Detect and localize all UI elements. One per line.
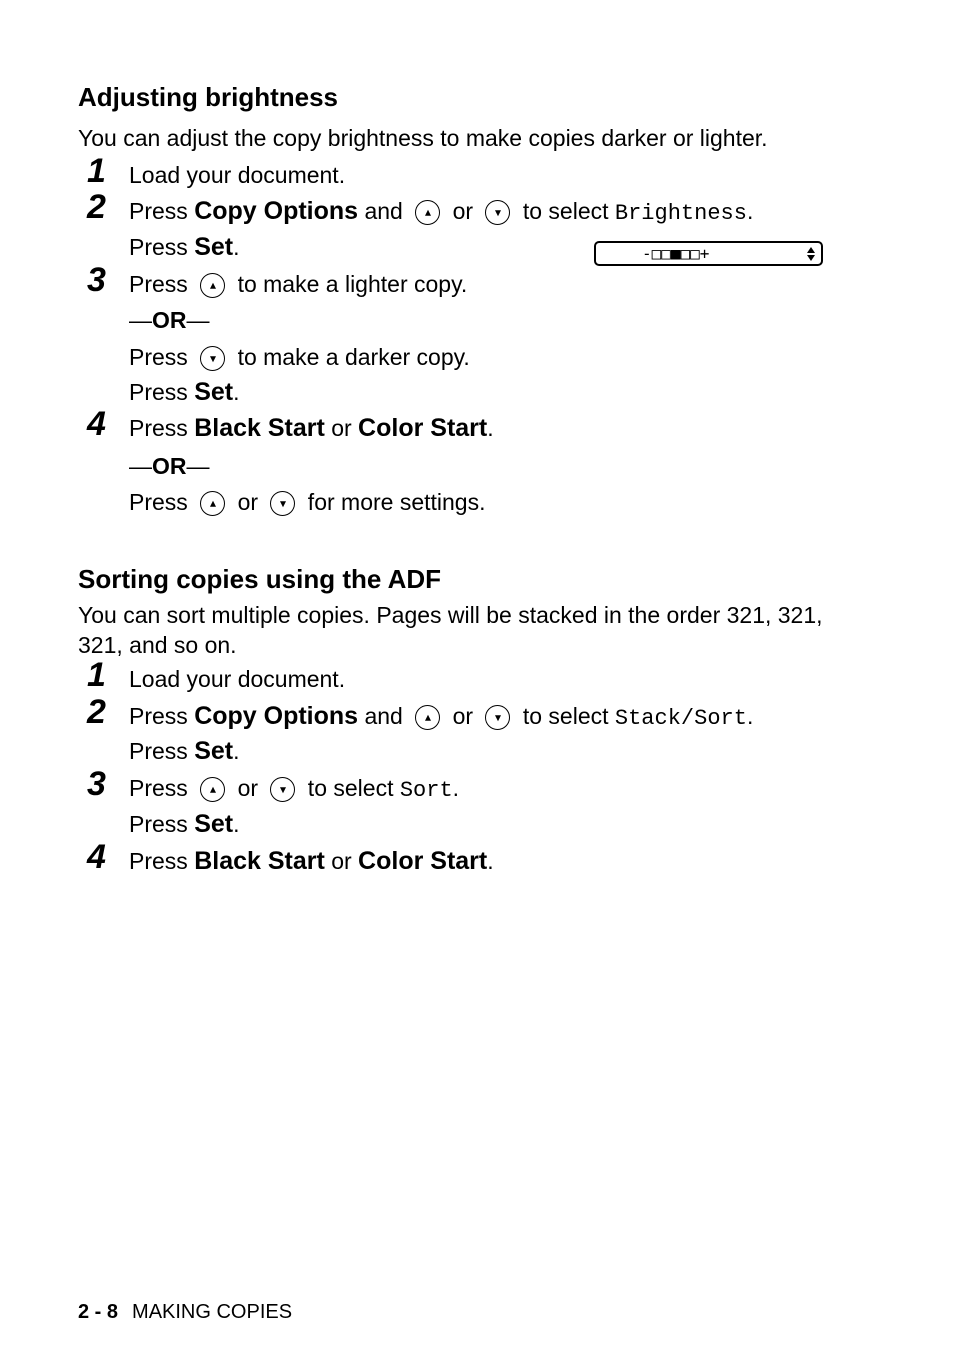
step-line: Press or for more settings. [129, 489, 486, 515]
step-line: Press Set. [129, 233, 240, 261]
down-arrow-key-icon [270, 491, 295, 516]
down-arrow-key-icon [485, 705, 510, 730]
step-line: Press Set. [129, 378, 240, 406]
section-heading-brightness: Adjusting brightness [78, 82, 338, 112]
section-intro-brightness: You can adjust the copy brightness to make copies darker or lighter. [78, 125, 768, 151]
step-number-2: 2 [87, 188, 106, 226]
step-line: Load your document. [129, 162, 346, 188]
step-line: Press or to select Sort. [129, 775, 460, 803]
lcd-option-sort: Sort [399, 778, 453, 803]
step-line: Press Copy Options and or to select Stack/Sort. [129, 702, 754, 731]
step-line: Press Set. [129, 737, 240, 765]
step-line: Press Set. [129, 810, 240, 838]
step-number-1: 1 [87, 152, 106, 190]
step-line: Press Copy Options and or to select Brightness. [129, 197, 754, 226]
up-arrow-key-icon [200, 491, 225, 516]
lcd-brightness-scale: -□□■□□+ [642, 244, 710, 263]
lcd-display [594, 241, 823, 266]
page-footer [78, 1300, 292, 1324]
lcd-option-brightness: Brightness [614, 201, 747, 226]
step-number-3: 3 [87, 261, 106, 299]
down-arrow-key-icon [485, 200, 510, 225]
section-intro-sorting: You can sort multiple copies. Pages will be stacked in the order 321, 321, 321, and so on. [78, 602, 823, 658]
up-down-arrows-icon [807, 247, 815, 261]
step-line: Press Black Start or Color Start. [129, 414, 494, 442]
page-number: 2 - 8 [78, 1301, 119, 1323]
step-line: Press to make a lighter copy. [129, 271, 468, 297]
step-number-3: 3 [87, 765, 106, 803]
step-number-2: 2 [87, 693, 106, 731]
step-line: Load your document. [129, 666, 346, 692]
step-line: Press to make a darker copy. [129, 344, 470, 370]
step-number-1: 1 [87, 656, 106, 694]
up-arrow-key-icon [415, 200, 440, 225]
section-heading-sorting: Sorting copies using the ADF [78, 564, 442, 594]
step-number-4: 4 [87, 405, 106, 443]
step-line: Press Black Start or Color Start. [129, 847, 494, 875]
lcd-option-stack-sort: Stack/Sort [614, 706, 747, 731]
up-arrow-key-icon [200, 777, 225, 802]
or-separator: —OR— [129, 453, 210, 479]
down-arrow-key-icon [200, 346, 225, 371]
up-arrow-key-icon [200, 273, 225, 298]
up-arrow-key-icon [415, 705, 440, 730]
step-number-4: 4 [87, 838, 106, 876]
or-separator: —OR— [129, 307, 210, 333]
down-arrow-key-icon [270, 777, 295, 802]
chapter-title: MAKING COPIES [132, 1301, 293, 1323]
